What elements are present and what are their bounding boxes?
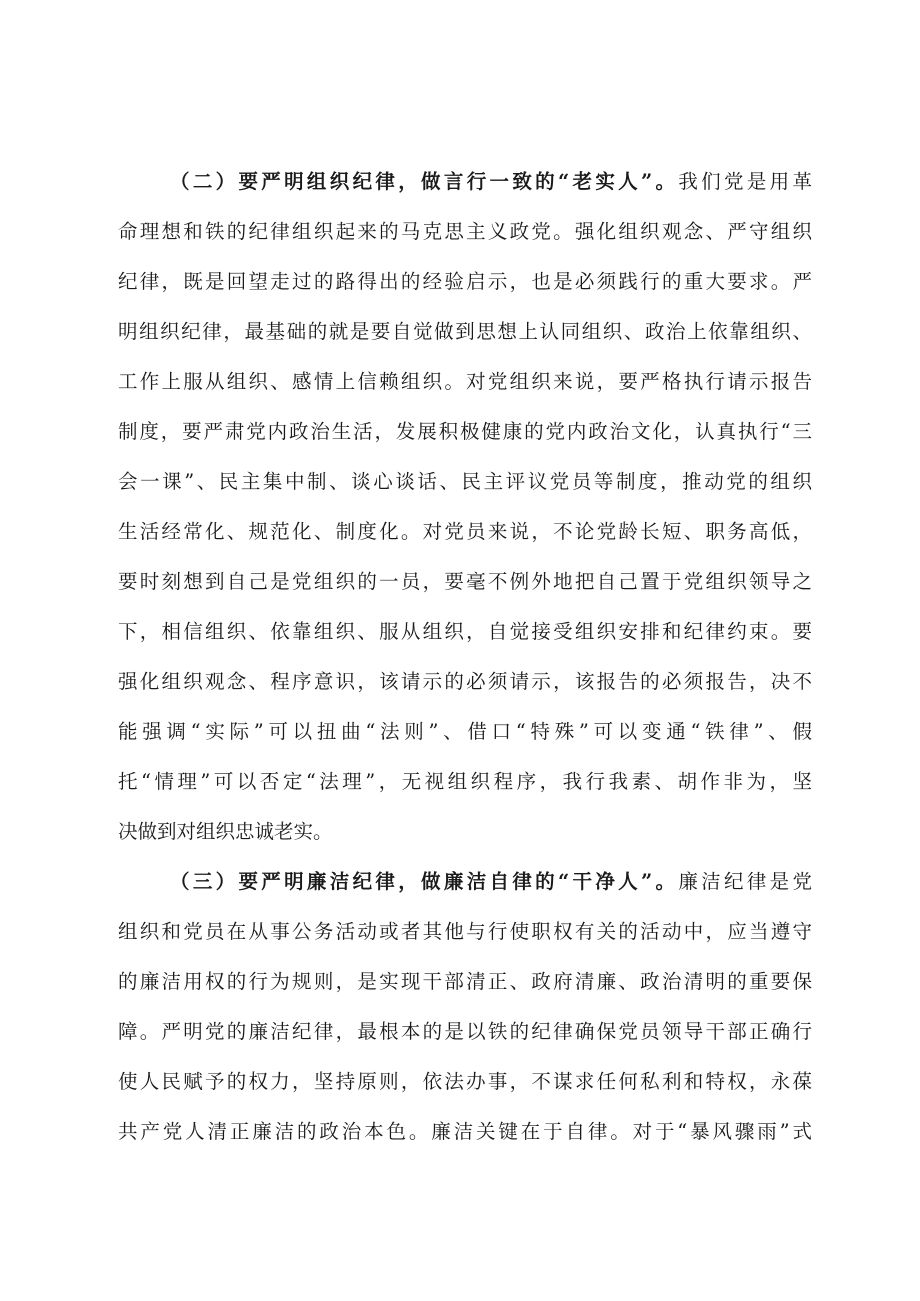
paragraph-line: 要时刻想到自己是党组织的一员，要毫不例外地把自己置于党组织领导之: [118, 570, 812, 593]
section-3-heading-line: [170, 864, 812, 900]
paragraph-line: 下，相信组织、依靠组织、服从组织，自觉接受组织安排和纪律约束。要: [118, 620, 812, 643]
paragraph-line-last: 决做到对组织忠诚老实。: [118, 820, 333, 843]
paragraph-line: 强化组织观念、程序意识，该请示的必须请示，该报告的必须报告，决不: [118, 670, 812, 693]
section-3-heading: （三）要严明廉洁纪律，做廉洁自律的: [170, 870, 558, 893]
paragraph-line: 的廉洁用权的行为规则，是实现干部清正、政府清廉、政治清明的重要保: [118, 970, 812, 993]
section-2-heading-quote: “老实人”。: [557, 170, 679, 193]
paragraph-line: 共产党人清正廉洁的政治本色。廉洁关键在于自律。对于“暴风骤雨”式: [118, 1120, 812, 1143]
paragraph-line: 工作上服从组织、感情上信赖组织。对党组织来说，要严格执行请示报告: [118, 370, 812, 393]
paragraph-line: 障。严明党的廉洁纪律，最根本的是以铁的纪律确保党员领导干部正确行: [118, 1020, 812, 1043]
paragraph-text: 我们党是用革: [678, 170, 812, 193]
paragraph-line: 生活经常化、规范化、制度化。对党员来说，不论党龄长短、职务高低，: [118, 520, 812, 543]
paragraph-line: 托“情理”可以否定“法理”，无视组织程序，我行我素、胡作非为，坚: [118, 770, 812, 793]
paragraph-line: 能强调“实际”可以扭曲“法则”、借口“特殊”可以变通“铁律”、假: [118, 720, 812, 743]
paragraph-text: 廉洁纪律是党: [678, 870, 812, 893]
paragraph-line: 制度，要严肃党内政治生活，发展积极健康的党内政治文化，认真执行“三: [118, 420, 812, 443]
paragraph-line: 明组织纪律，最基础的就是要自觉做到思想上认同组织、政治上依靠组织、: [118, 320, 812, 343]
paragraph-line: 纪律，既是回望走过的路得出的经验启示，也是必须践行的重大要求。严: [118, 270, 812, 293]
section-3-heading-quote: “干净人”。: [557, 870, 679, 893]
paragraph-line: 使人民赋予的权力，坚持原则，依法办事，不谋求任何私利和特权，永葆: [118, 1070, 812, 1093]
paragraph-line: 组织和党员在从事公务活动或者其他与行使职权有关的活动中，应当遵守: [118, 920, 812, 943]
section-2-heading: （二）要严明组织纪律，做言行一致的: [170, 170, 558, 193]
section-2-heading-line: [170, 164, 812, 200]
paragraph-line: 命理想和铁的纪律组织起来的马克思主义政党。强化组织观念、严守组织: [118, 220, 812, 243]
paragraph-line: 会一课”、民主集中制、谈心谈话、民主评议党员等制度，推动党的组织: [118, 470, 812, 493]
